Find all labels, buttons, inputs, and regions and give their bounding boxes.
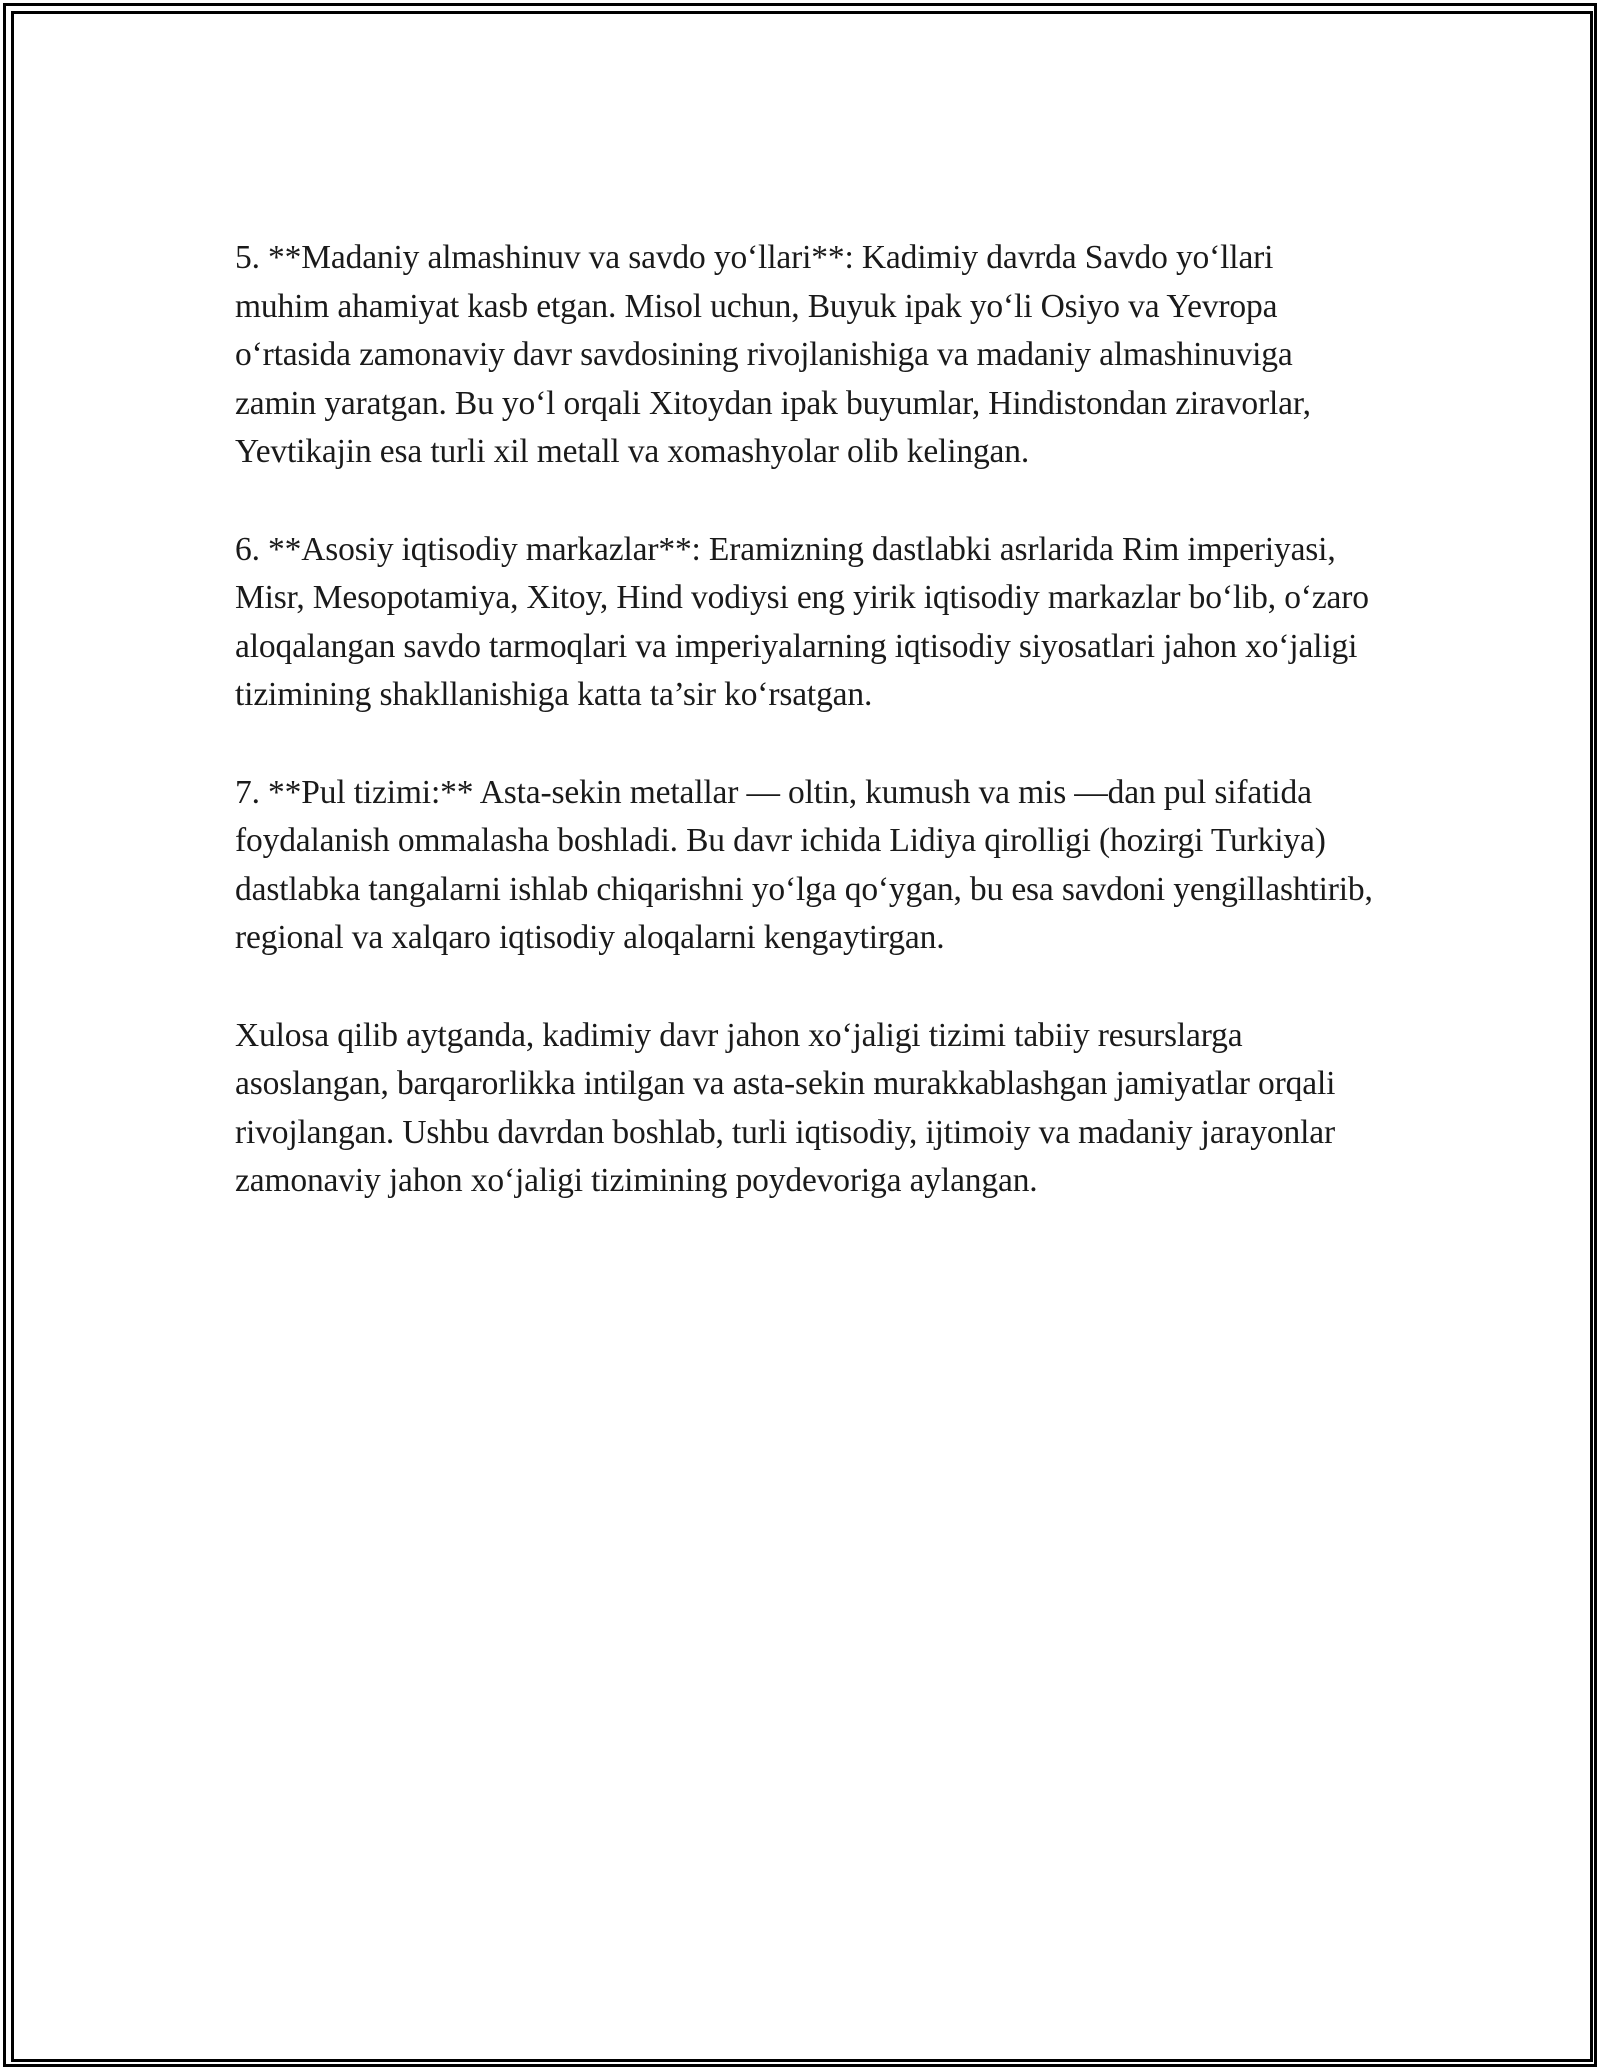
paragraph-monetary-system: 7. **Pul tizimi:** Asta-sekin metallar — oltin, kumush va mis —dan pul sifatida foydalanish ommalasha boshladi. Bu davr ichida Lidiya qirolligi (hozirgi Turkiya) dastlabka tangalarni ishlab chiqarishni yo‘lga qo‘ygan, bu esa savdoni yengillashtirib, regional va xalqaro iqtisodiy aloqalarni kengaytirgan.	[235, 773, 1373, 956]
paragraph-economic-centers: 6. **Asosiy iqtisodiy markazlar**: Eramizning dastlabki asrlarida Rim imperiyasi, Misr, Mesopotamiya, Xitoy, Hind vodiysi eng yirik iqtisodiy markazlar bo‘lib, o‘zaro aloqalangan savdo tarmoqlari va imperiyalarning iqtisodiy siyosatlari jahon xo‘jaligi tizimining shakllanishiga katta ta’sir ko‘rsatgan.	[235, 530, 1369, 713]
document-body	[235, 234, 1375, 1255]
paragraph-conclusion: Xulosa qilib aytganda, kadimiy davr jahon xo‘jaligi tizimi tabiiy resurslarga asoslangan, barqarorlikka intilgan va asta-sekin murakkablashgan jamiyatlar orqali rivojlangan. Ushbu davrdan boshlab, turli iqtisodiy, ijtimoiy va madaniy jarayonlar zamonaviy jahon xo‘jaligi tizimining poydevoriga aylangan.	[235, 1016, 1336, 1199]
paragraph-cultural-exchange: 5. **Madaniy almashinuv va savdo yo‘llari**: Kadimiy davrda Savdo yo‘llari muhim ahamiyat kasb etgan. Misol uchun, Buyuk ipak yo‘li Osiyo va Yevropa o‘rtasida zamonaviy davr savdosining rivojlanishiga va madaniy almashinuviga zamin yaratgan. Bu yo‘l orqali Xitoydan ipak buyumlar, Hindistondan ziravorlar, Yevtikajin esa turli xil metall va xomashyolar olib kelingan.	[235, 239, 1311, 470]
